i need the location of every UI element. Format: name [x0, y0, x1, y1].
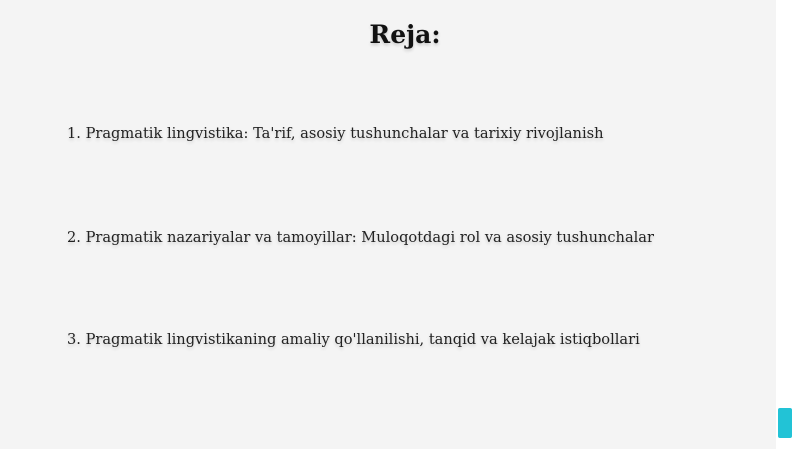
plan-item-3: 3. Pragmatik lingvistikaning amaliy qo'llanilishi, tanqid va kelajak istiqbollari — [67, 331, 640, 348]
scroll-handle[interactable] — [778, 408, 792, 438]
right-margin-strip — [776, 0, 800, 449]
plan-item-2: 2. Pragmatik nazariyalar va tamoyillar: Muloqotdagi rol va asosiy tushunchalar — [67, 229, 654, 246]
plan-item-1: 1. Pragmatik lingvistika: Ta'rif, asosiy tushunchalar va tarixiy rivojlanish — [67, 125, 604, 142]
slide-title: Reja: — [369, 20, 441, 49]
